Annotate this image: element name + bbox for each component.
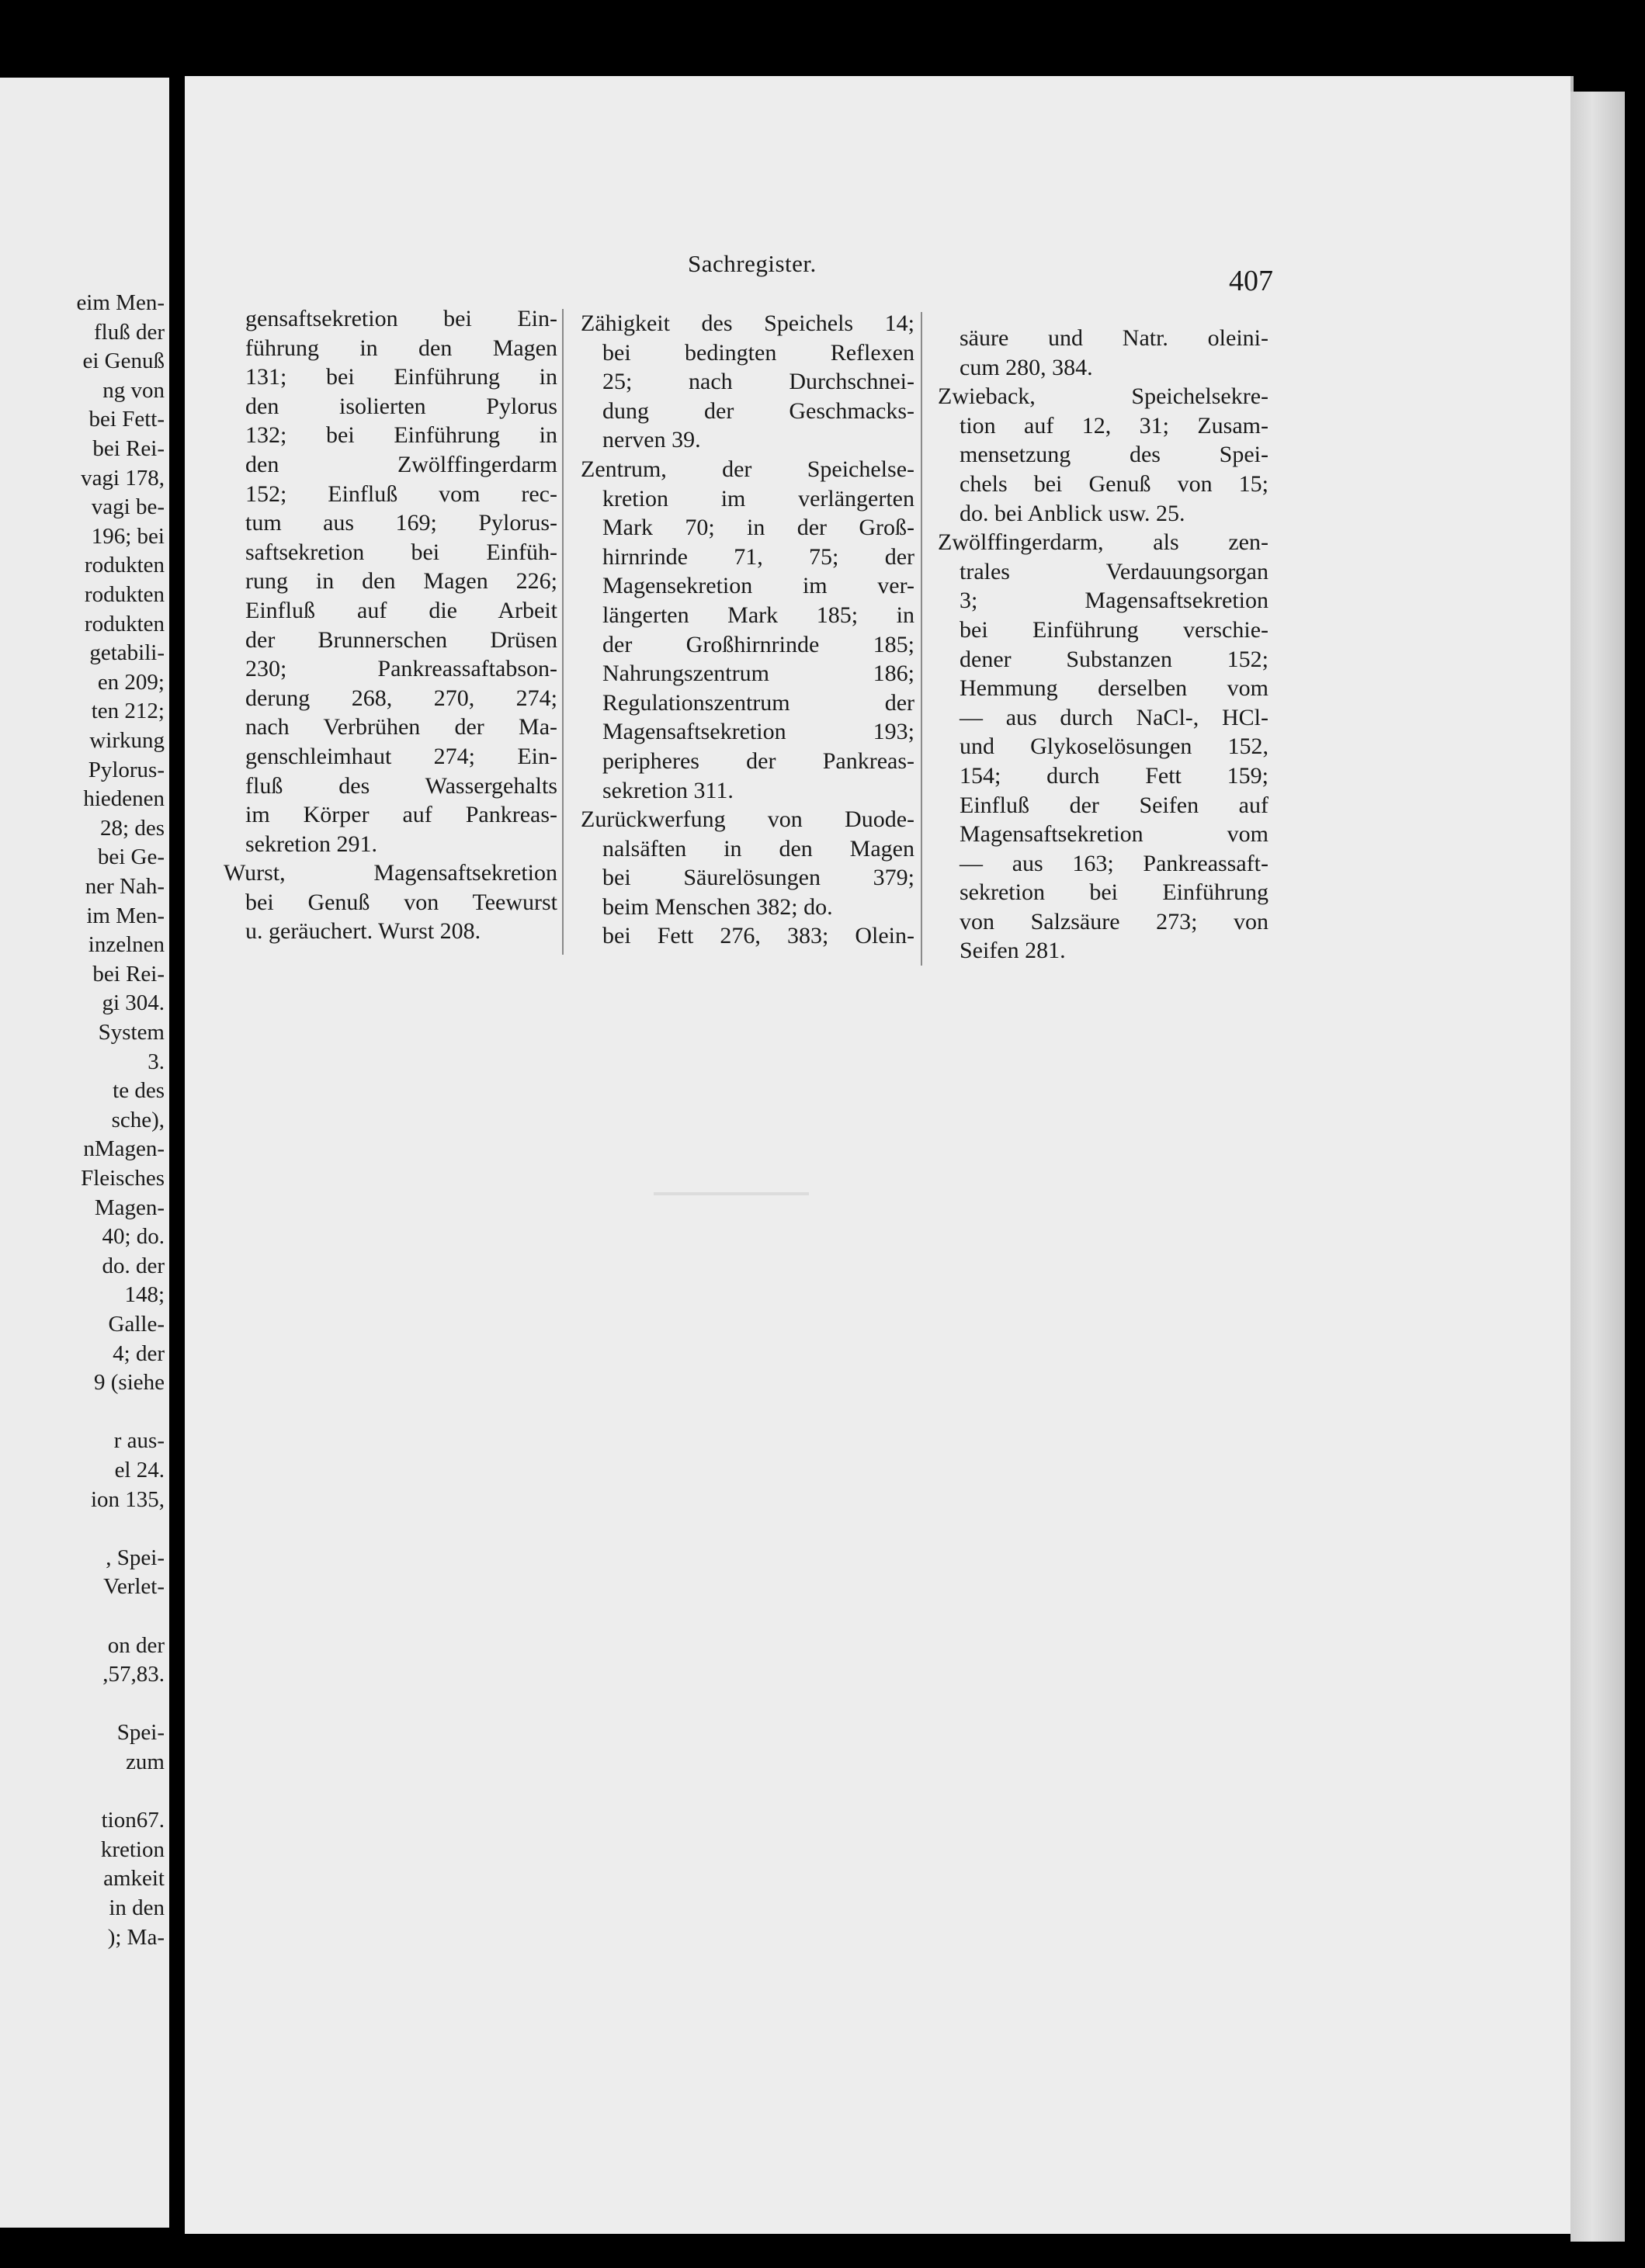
index-entry-line: den Zwölffingerdarm [245, 451, 557, 477]
previous-page-line: System [98, 1020, 165, 1045]
previous-page-line: on der [107, 1632, 165, 1658]
index-entry-line: 131; bei Einführung in [245, 364, 557, 390]
index-entry-line: chels bei Genuß von 15; [960, 470, 1268, 497]
index-entry-line: dener Substanzen 152; [960, 646, 1268, 672]
previous-page-line: bei Fett- [88, 407, 165, 432]
previous-page-line: 4; der [113, 1340, 165, 1366]
previous-page-line: , Spei- [106, 1545, 165, 1570]
index-entry-line: Hemmung derselben vom [960, 675, 1268, 702]
index-entry-line: führung in den Magen [245, 335, 557, 361]
index-entry-line: bei Fett 276, 383; Olein- [602, 923, 914, 949]
previous-page-line: te des [113, 1078, 165, 1104]
previous-page-line: 40; do. [102, 1224, 165, 1250]
paper-smudge [654, 1192, 809, 1195]
previous-page-line: 148; [124, 1282, 165, 1308]
previous-page-line: 28; des [100, 815, 165, 841]
index-entry-line: nalsäften in den Magen [602, 835, 914, 862]
index-entry-line: dung der Geschmacks- [602, 397, 914, 424]
previous-page-line: gi 304. [102, 990, 165, 1016]
index-entry-line: Seifen 281. [960, 938, 1066, 964]
previous-page-line: Pylorus- [88, 757, 165, 782]
index-entry-head: Zwieback, Speichelsekre- [938, 383, 1268, 410]
previous-page-line: bei Rei- [92, 436, 165, 461]
previous-page-line: fluß der [94, 319, 165, 345]
index-entry-line: Magensaftsekretion vom [960, 821, 1268, 848]
index-entry-line: 132; bei Einführung in [245, 422, 557, 449]
previous-page-line: nMagen- [83, 1136, 165, 1162]
index-entry-head: Zentrum, der Speichelse- [581, 456, 914, 482]
previous-page-line: ); Ma- [107, 1924, 165, 1950]
previous-page-line: Galle- [108, 1312, 165, 1337]
previous-page-line: im Men- [86, 903, 165, 928]
index-entry-head: Zähigkeit des Speichels 14; [581, 310, 914, 336]
previous-page-line: tion67. [101, 1808, 165, 1833]
previous-page-line: ng von [102, 377, 165, 403]
previous-page-line: bei Ge- [97, 844, 165, 870]
previous-page-line: 3. [147, 1049, 165, 1074]
index-entry-line: 152; Einfluß vom rec- [245, 480, 557, 507]
index-entry-line: saftsekretion bei Einfüh- [245, 539, 557, 565]
previous-page-line: Verlet- [103, 1574, 165, 1600]
previous-page-fragment [0, 78, 169, 2228]
previous-page-line: sche), [111, 1107, 165, 1132]
index-entry-line: fluß des Wassergehalts [245, 772, 557, 799]
index-entry-line: tion auf 12, 31; Zusam- [960, 412, 1268, 439]
index-entry-line: bei Einführung verschie- [960, 616, 1268, 643]
previous-page-line: vagi 178, [81, 465, 165, 491]
index-entry-line: beim Menschen 382; do. [602, 893, 833, 920]
index-entry-line: — aus durch NaCl-, HCl- [960, 704, 1268, 730]
page-edge-stack [1570, 92, 1625, 2242]
previous-page-line: Fleisches [81, 1166, 165, 1191]
previous-page-line: eim Men- [76, 290, 165, 315]
index-column-3 [938, 324, 1268, 966]
index-entry-line: Nahrungszentrum 186; [602, 661, 914, 687]
previous-page-line: bei Rei- [92, 961, 165, 987]
previous-page-line: ei Genuß [82, 349, 165, 374]
index-entry-line: Magensekretion im ver- [602, 573, 914, 599]
index-entry-line: der Brunnerschen Drüsen [245, 626, 557, 653]
index-entry-line: Mark 70; in der Groß- [602, 515, 914, 541]
index-entry-line: sekretion bei Einführung [960, 879, 1268, 906]
index-entry-head: Wurst, Magensaftsekretion [224, 860, 557, 886]
index-entry-line: im Körper auf Pankreas- [245, 802, 557, 828]
index-entry-head: Zwölffingerdarm, als zen- [938, 529, 1268, 556]
previous-page-line: ion 135, [90, 1486, 165, 1512]
index-entry-line: — aus 163; Pankreassaft- [960, 850, 1268, 876]
previous-page-line: kretion [100, 1836, 165, 1862]
column-divider-2 [921, 312, 922, 966]
previous-page-line: el 24. [114, 1458, 165, 1483]
index-entry-line: säure und Natr. oleini- [960, 325, 1268, 351]
previous-page-line: rodukten [84, 553, 165, 578]
index-entry-line: peripheres der Pankreas- [602, 747, 914, 774]
index-entry-line: und Glykoselösungen 152, [960, 733, 1268, 760]
previous-page-line: Spei- [116, 1720, 165, 1746]
index-entry-line: Einfluß der Seifen auf [960, 792, 1268, 818]
index-entry-line: rung in den Magen 226; [245, 568, 557, 595]
column-divider-1 [562, 309, 564, 955]
previous-page-line: rodukten [84, 611, 165, 636]
index-entry-line: mensetzung des Spei- [960, 442, 1268, 468]
index-entry-line: sekretion 311. [602, 777, 734, 803]
previous-page-line: 196; bei [91, 523, 165, 549]
previous-page-line: inzelnen [88, 932, 165, 958]
index-entry-line: cum 280, 384. [960, 354, 1093, 380]
index-entry-line: bei Säurelösungen 379; [602, 865, 914, 891]
index-entry-line: 3; Magensaftsekretion [960, 588, 1268, 614]
index-entry-line: gensaftsekretion bei Ein- [245, 306, 557, 331]
previous-page-line: wirkung [89, 728, 165, 753]
index-entry-line: sekretion 291. [245, 831, 377, 857]
index-entry-line: bei bedingten Reflexen [602, 339, 914, 366]
previous-page-line: in den [109, 1895, 165, 1920]
previous-page-line: amkeit [103, 1866, 165, 1892]
index-entry-line: 154; durch Fett 159; [960, 762, 1268, 789]
index-entry-line: hirnrinde 71, 75; der [602, 543, 914, 570]
index-entry-line: nach Verbrühen der Ma- [245, 714, 557, 740]
previous-page-line: r aus- [113, 1428, 165, 1454]
index-entry-line: bei Genuß von Teewurst [245, 889, 557, 915]
index-entry-line: 25; nach Durchschnei- [602, 369, 914, 395]
index-entry-line: 230; Pankreassaftabson- [245, 656, 557, 682]
previous-page-line: hiedenen [83, 786, 165, 812]
index-entry-line: derung 268, 270, 274; [245, 685, 557, 711]
previous-page-line: Magen- [94, 1195, 165, 1220]
index-entry-line: Einfluß auf die Arbeit [245, 597, 557, 623]
running-head: Sachregister. [688, 250, 817, 277]
previous-page-line: rodukten [84, 582, 165, 607]
index-entry-head: Zurückwerfung von Duode- [581, 806, 914, 833]
index-entry-line: Magensaftsekretion 193; [602, 719, 914, 745]
index-entry-line: von Salzsäure 273; von [960, 908, 1268, 935]
index-column-2 [581, 309, 914, 951]
index-entry-line: nerven 39. [602, 427, 701, 453]
previous-page-line: zum [126, 1750, 165, 1774]
index-entry-line: u. geräuchert. Wurst 208. [245, 918, 481, 945]
index-entry-line: Regulationszentrum der [602, 689, 914, 716]
index-entry-line: do. bei Anblick usw. 25. [960, 500, 1185, 526]
previous-page-line: ,57,83. [102, 1662, 165, 1687]
previous-page-line: 9 (siehe [94, 1370, 165, 1396]
index-entry-line: der Großhirnrinde 185; [602, 631, 914, 657]
index-entry-line: längerten Mark 185; in [602, 602, 914, 628]
previous-page-line: do. der [102, 1253, 165, 1278]
previous-page-line: vagi be- [91, 494, 165, 520]
index-entry-line: den isolierten Pylorus [245, 393, 557, 419]
previous-page-line: ner Nah- [85, 874, 165, 899]
page-number: 407 [1229, 265, 1273, 297]
previous-page-line: ten 212; [91, 699, 165, 724]
previous-page-line: getabili- [89, 640, 165, 666]
index-entry-line: genschleimhaut 274; Ein- [245, 743, 557, 769]
previous-page-line: en 209; [97, 669, 165, 695]
index-column-1 [224, 304, 557, 946]
index-entry-line: trales Verdauungsorgan [960, 558, 1268, 584]
index-entry-line: kretion im verlängerten [602, 485, 914, 512]
index-entry-line: tum aus 169; Pylorus- [245, 510, 557, 536]
